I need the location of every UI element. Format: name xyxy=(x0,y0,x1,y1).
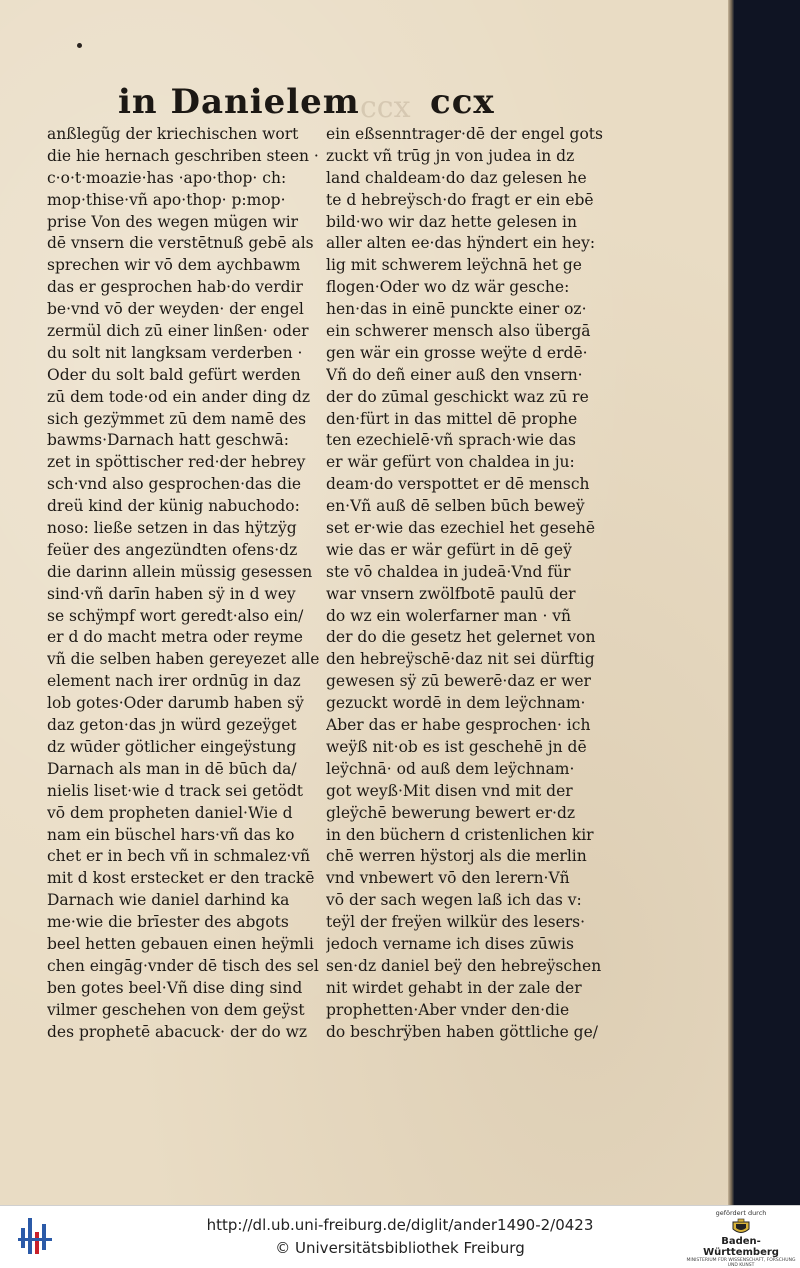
text-line: vō dem propheten daniel·Wie d xyxy=(47,803,293,822)
text-line: war vnsern zwölfbotē paulū der xyxy=(326,584,576,603)
text-line: wie das er wär gefürt in dē geÿ xyxy=(326,540,572,559)
text-column-right xyxy=(326,124,610,1043)
text-line: gezuckt wordē in dem leÿchnam· xyxy=(326,694,586,713)
text-line: lig mit schwerem leÿchnā het ge xyxy=(326,256,582,275)
text-line: gewesen sÿ zū bewerē·daz er wer xyxy=(326,672,591,691)
text-line: Aber das er habe gesprochen· ich xyxy=(326,716,591,735)
text-line: anßlegũg der kriechischen wort xyxy=(47,125,299,143)
text-line: ein eßsenntrager·dē der engel gots xyxy=(326,125,603,143)
page-edge xyxy=(728,0,734,1205)
text-line: leÿchnā· od auß dem leÿchnam· xyxy=(326,759,575,778)
text-line: der do die gesetz het gelernet von xyxy=(326,628,596,647)
text-line: die darinn allein müssig gesessen xyxy=(47,562,313,581)
text-line: Darnach als man in dē būch da/ xyxy=(47,759,297,778)
text-line: te d hebreÿsch·do fragt er ein ebē xyxy=(326,190,594,209)
text-line: prophetten·Aber vnder den·die xyxy=(326,1000,570,1019)
text-line: vilmer geschehen von dem geÿst xyxy=(47,1000,305,1019)
permalink-url[interactable]: http://dl.ub.uni-freiburg.de/diglit/ander1490-2/0423 xyxy=(206,1216,594,1234)
text-line: flogen·Oder wo dz wär gesche: xyxy=(326,278,570,297)
text-line: element nach irer ordnūg in daz xyxy=(47,672,301,691)
text-line: nam ein büschel hars·vñ das ko xyxy=(47,825,295,844)
text-line: beel hetten gebauen einen heÿmli xyxy=(47,934,314,953)
text-line: mit d kost erstecket er den trackē xyxy=(47,869,315,888)
text-line: vō der sach wegen laß ich das v: xyxy=(326,891,582,910)
text-line: aller alten ee·das hÿndert ein hey: xyxy=(326,234,596,253)
text-line: Oder du solt bald gefürt werden xyxy=(47,365,301,384)
text-line: des prophetē abacuck· der do wz xyxy=(47,1022,308,1041)
text-line: bawms·Darnach hatt geschwā: xyxy=(47,431,289,450)
text-line: zermül dich zū einer linßen· oder xyxy=(47,322,309,341)
text-line: sprechen wir vō dem aychbawm xyxy=(47,256,301,275)
text-line: du solt nit langksam verderben · xyxy=(47,343,303,362)
text-line: sind·vñ darīn haben sÿ in d wey xyxy=(47,584,296,603)
text-line: bild·wo wir daz hette gelesen in xyxy=(326,212,577,231)
funder-ministry: MINISTERIUM FÜR WISSENSCHAFT, FORSCHUNG UND KUNST xyxy=(686,1258,796,1268)
text-line: be·vnd vō der weyden· der engel xyxy=(47,300,304,319)
text-line: deam·do verspottet er dē mensch xyxy=(326,475,590,494)
text-line: sich gezÿmmet zū dem namē des xyxy=(47,409,307,428)
text-line: den hebreÿschē·daz nit sei dürftig xyxy=(326,650,595,669)
text-line: me·wie die brīester des abgots xyxy=(47,913,289,932)
text-line: do wz ein wolerfarner man · vñ xyxy=(326,606,572,625)
copyright-notice: © Universitätsbibliothek Freiburg xyxy=(275,1239,525,1257)
text-line: Darnach wie daniel darhind ka xyxy=(47,891,290,910)
folio-number: ccx xyxy=(430,82,495,122)
text-line: gleÿchē bewerung bewert er·dz xyxy=(326,803,576,822)
text-line: er wär gefürt von chaldea in ju: xyxy=(326,453,575,472)
text-line: sch·vnd also gesprochen·das die xyxy=(47,475,302,494)
text-line: chen eingāg·vnder dē tisch des sel xyxy=(47,956,319,975)
text-line: zuckt vñ trūg jn von judea in dz xyxy=(326,146,575,165)
text-line: in den büchern d cristenlichen kir xyxy=(326,825,594,844)
text-line: er d do macht metra oder reyme xyxy=(47,628,303,647)
text-line: ben gotes beel·Vñ dise ding sind xyxy=(47,978,303,997)
text-line: noso: ließe setzen in das hÿtzÿg xyxy=(47,519,297,538)
text-line: chet er in bech vñ in schmalez·vñ xyxy=(47,847,311,866)
text-line: weÿß nit·ob es ist geschehē jn dē xyxy=(326,737,587,756)
text-line: chē werren hÿstorj als die merlin xyxy=(326,847,587,866)
text-line: lob gotes·Oder darumb haben sÿ xyxy=(47,694,304,713)
text-line: se schÿmpf wort geredt·also ein/ xyxy=(47,606,304,625)
text-line: dz wūder götlicher eingeÿstung xyxy=(47,737,297,756)
text-line: daz geton·das jn würd gezeÿget xyxy=(47,716,297,735)
text-line: das er gesprochen hab·do verdir xyxy=(47,278,303,297)
text-line: zet in spöttischer red·der hebrey xyxy=(47,453,306,472)
text-line: do beschrÿben haben göttliche ge/ xyxy=(326,1022,598,1041)
ink-dot xyxy=(77,43,82,48)
text-line: c·o·t·moazie·has ·apo·thop· ch: xyxy=(47,168,287,187)
text-line: zū dem tode·od ein ander ding dz xyxy=(47,387,311,406)
text-line: en·Vñ auß dē selben būch beweÿ xyxy=(326,497,585,516)
text-column-left xyxy=(47,124,319,1043)
text-line: got weyß·Mit disen vnd mit der xyxy=(326,781,573,800)
text-line: ein schwerer mensch also übergā xyxy=(326,322,591,341)
text-line: jedoch vername ich dises zūwis xyxy=(326,934,574,953)
text-line: sen·dz daniel beÿ den hebreÿschen xyxy=(326,956,602,975)
text-line: nit wirdet gehabt in der zale der xyxy=(326,978,582,997)
text-line: teÿl der freÿen wilkür des lesers· xyxy=(326,913,586,932)
text-line: dē vnsern die verstētnuß gebē als xyxy=(47,234,314,253)
viewer-footer xyxy=(0,1205,800,1268)
text-line: feüer des angezündten ofens·dz xyxy=(47,540,298,559)
running-head-left: in Danielem xyxy=(118,82,360,122)
text-line: dreü kind der künig nabuchodo: xyxy=(47,497,300,516)
funder-logo[interactable] xyxy=(686,1209,796,1268)
funder-label: gefördert durch xyxy=(715,1209,767,1217)
text-line: vnd vnbewert vō den lerern·Vñ xyxy=(326,869,570,888)
text-line: die hie hernach geschriben steen · xyxy=(47,146,319,165)
funder-name: Baden-Württemberg xyxy=(703,1236,779,1258)
text-line: den·fürt in das mittel dē prophe xyxy=(326,409,578,428)
text-line: mop·thise·vñ apo·thop· p:mop· xyxy=(47,190,286,209)
text-line: ste vō chaldea in judeā·Vnd für xyxy=(326,562,571,581)
text-line: set er·wie das ezechiel het gesehē xyxy=(326,519,596,538)
text-line: vñ die selben haben gereyezet alle xyxy=(47,650,319,669)
text-line: gen wär ein grosse weÿte d erdē· xyxy=(326,343,588,362)
text-line: ten ezechielē·vñ sprach·wie das xyxy=(326,431,576,450)
baden-wuerttemberg-crest-icon xyxy=(730,1218,752,1236)
text-line: land chaldeam·do daz gelesen he xyxy=(326,168,587,187)
text-line: nielis liset·wie d track sei getödt xyxy=(47,781,303,800)
text-line: der do zūmal geschickt waz zū re xyxy=(326,387,589,406)
text-line: hen·das in einē punckte einer oz· xyxy=(326,300,587,319)
text-line: prise Von des wegen mügen wir xyxy=(47,212,299,231)
text-line: Vñ do deñ einer auß den vnsern· xyxy=(326,365,583,384)
show-through-text: ccx xyxy=(360,90,411,125)
